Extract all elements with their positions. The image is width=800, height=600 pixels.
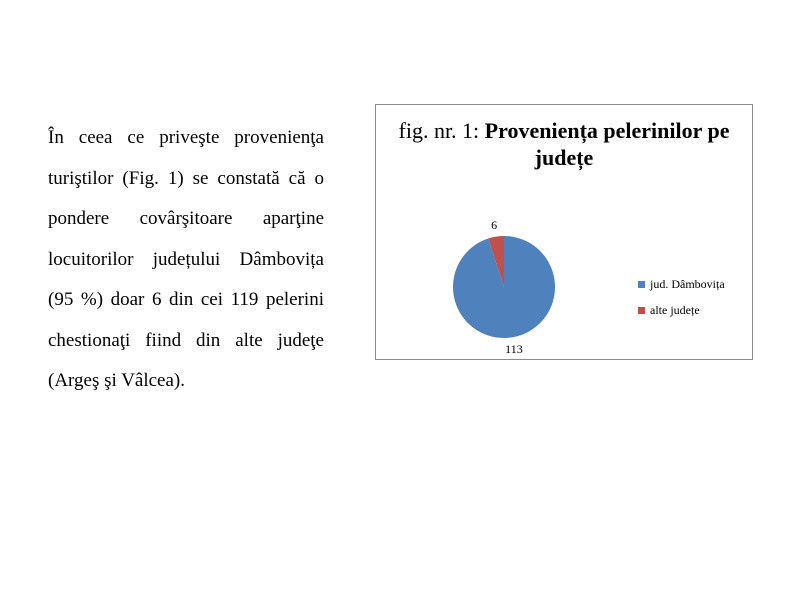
data-label-dambovita: 113 [505,342,523,357]
chart-title-bold: Proveniența pelerinilor pe județe [484,118,730,170]
legend-item-alte-judete [638,297,725,323]
body-paragraph: În ceea ce priveşte provenienţa turiştilor (Fig. 1) se constată că o pondere covârşitoare aparţine locuitorilor județului Dâmbovița (95 %) doar 6 din cei 119 pelerini chestionaţi fiind din alte judeţe (Argeş şi Vâlcea). [48,127,324,391]
chart-legend [638,271,725,323]
data-label-alte-judete: 6 [491,217,498,232]
legend-swatch-alte-judete [638,307,645,314]
legend-label-alte-judete: alte județe [650,302,700,317]
legend-swatch-dambovita [638,281,645,288]
legend-item-dambovita [638,271,725,297]
pie-chart [375,104,753,360]
legend-label-dambovita: jud. Dâmbovița [650,276,725,291]
chart-title-prefix: fig. nr. 1: [398,118,485,143]
